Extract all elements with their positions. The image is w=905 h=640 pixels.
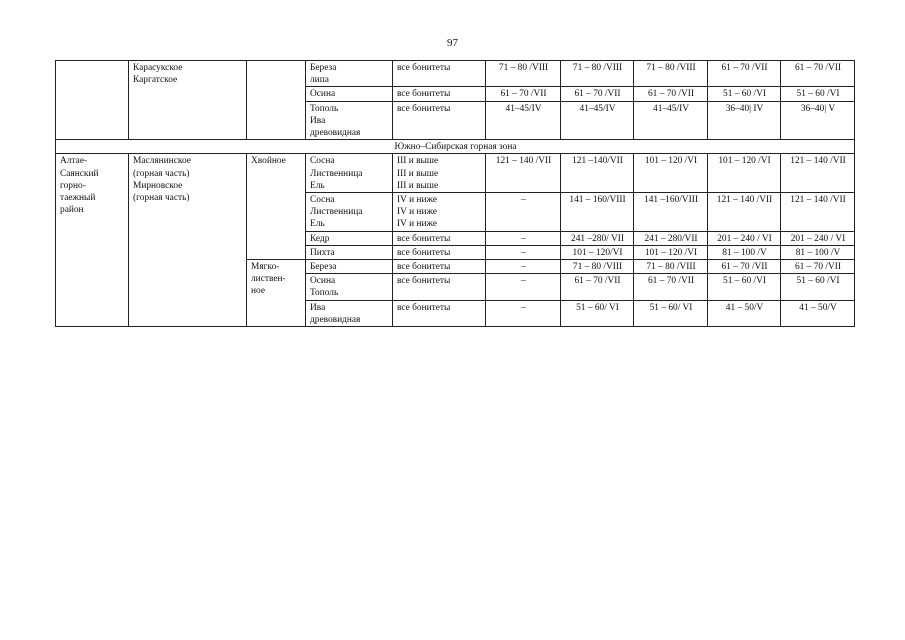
bonitet-cell-line: все бонитеты bbox=[397, 302, 451, 313]
value-cell: 61 – 70 /VII bbox=[708, 61, 781, 87]
value-cell: 41–45/IV bbox=[561, 101, 634, 140]
species-cell bbox=[306, 154, 393, 193]
district-cell-line: Карасукское bbox=[133, 63, 183, 73]
group-cell-line: листвен- bbox=[251, 274, 286, 285]
value-cell: – bbox=[486, 274, 561, 300]
table-row bbox=[56, 61, 855, 87]
species-cell-line: Береза bbox=[310, 63, 337, 73]
value-cell: 241 –280/ VII bbox=[561, 231, 634, 245]
value-cell: 121 – 140 /VII bbox=[708, 193, 781, 232]
value-cell: 36–40| IV bbox=[708, 101, 781, 140]
bonitet-cell-line: все бонитеты bbox=[397, 247, 451, 258]
species-cell-line: Сосна bbox=[310, 195, 335, 206]
value-cell: 51 – 60/ VI bbox=[561, 300, 634, 326]
bonitet-cell-line: все бонитеты bbox=[397, 233, 451, 244]
value-cell: 201 – 240 / VI bbox=[781, 231, 855, 245]
region-cell bbox=[56, 154, 129, 327]
bonitet-cell-line: все бонитеты bbox=[397, 103, 451, 114]
district-cell-line: (горная часть) bbox=[133, 168, 190, 179]
value-cell: 71 – 80 /VIII bbox=[634, 260, 708, 274]
region-cell-line: Саянский bbox=[60, 168, 99, 179]
value-cell: 101 – 120 /VI bbox=[634, 245, 708, 259]
value-cell: 241 – 280/VII bbox=[634, 231, 708, 245]
species-cell-line: Кедр bbox=[310, 233, 330, 244]
bonitet-cell-line: IV и ниже bbox=[397, 195, 437, 206]
species-cell bbox=[306, 231, 393, 245]
species-cell-line: Береза bbox=[310, 262, 337, 273]
species-cell bbox=[306, 87, 393, 101]
value-cell: 121 – 140 /VII bbox=[781, 154, 855, 193]
species-cell-line: Ель bbox=[310, 219, 325, 230]
species-cell-line: Ива bbox=[310, 115, 326, 126]
value-cell: 51 – 60/ VI bbox=[634, 300, 708, 326]
page-number: 97 bbox=[447, 37, 458, 49]
bonitet-cell-line: III и выше bbox=[397, 180, 439, 191]
value-cell: 61 – 70 /VII bbox=[781, 61, 855, 87]
species-cell bbox=[306, 245, 393, 259]
value-cell: 61 – 70 /VII bbox=[781, 260, 855, 274]
value-cell: 81 – 100 /V bbox=[708, 245, 781, 259]
species-cell bbox=[306, 274, 393, 300]
bonitet-cell-line: все бонитеты bbox=[397, 262, 451, 273]
value-cell: – bbox=[486, 300, 561, 326]
bonitet-cell bbox=[393, 260, 486, 274]
value-cell: 61 – 70 /VII bbox=[708, 260, 781, 274]
species-cell-line: Осина bbox=[310, 89, 336, 100]
table-row bbox=[56, 154, 855, 193]
species-cell-line: Осина bbox=[310, 276, 336, 287]
species-cell-line: липа bbox=[310, 75, 329, 86]
value-cell: 61 – 70 /VII bbox=[634, 87, 708, 101]
bonitet-cell bbox=[393, 101, 486, 140]
region-cell-line: горно- bbox=[60, 180, 86, 191]
bonitet-cell-line: III и выше bbox=[397, 168, 439, 179]
group-cell-line: Хвойное bbox=[251, 156, 286, 167]
bonitet-cell bbox=[393, 274, 486, 300]
value-cell: 101 – 120 /VI bbox=[708, 154, 781, 193]
district-cell-line: (горная часть) bbox=[133, 193, 190, 204]
bonitet-cell bbox=[393, 61, 486, 87]
value-cell: 61 – 70 /VII bbox=[634, 274, 708, 300]
district-cell bbox=[129, 61, 247, 140]
value-cell: 51 – 60 /VI bbox=[708, 274, 781, 300]
district-cell-line: Маслянинское bbox=[133, 156, 191, 167]
species-cell-line: древовидная bbox=[310, 128, 361, 139]
bonitet-cell bbox=[393, 231, 486, 245]
group-cell bbox=[247, 260, 306, 327]
region-cell-line: таежный bbox=[60, 193, 96, 204]
forest-age-table bbox=[55, 60, 855, 327]
species-cell-line: Лиственница bbox=[310, 168, 363, 179]
value-cell: – bbox=[486, 231, 561, 245]
zone-title: Южно–Сибирская горная зона bbox=[56, 140, 855, 154]
species-cell-line: Сосна bbox=[310, 156, 335, 167]
value-cell: 61 – 70 /VII bbox=[561, 87, 634, 101]
district-cell-line: Мирновское bbox=[133, 180, 183, 191]
value-cell: 36–40| V bbox=[781, 101, 855, 140]
value-cell: 101 – 120/VI bbox=[561, 245, 634, 259]
value-cell: 141 – 160/VIII bbox=[561, 193, 634, 232]
bonitet-cell bbox=[393, 300, 486, 326]
species-cell-line: Лиственница bbox=[310, 207, 363, 218]
value-cell: 71 – 80 /VIII bbox=[561, 260, 634, 274]
species-cell-line: Тополь bbox=[310, 103, 339, 114]
value-cell: 71 – 80 /VIII bbox=[634, 61, 708, 87]
value-cell: – bbox=[486, 260, 561, 274]
group-cell bbox=[247, 154, 306, 260]
value-cell: – bbox=[486, 193, 561, 232]
bonitet-cell-line: III и выше bbox=[397, 156, 439, 167]
value-cell: 121 – 140 /VII bbox=[486, 154, 561, 193]
value-cell: 71 – 80 /VIII bbox=[561, 61, 634, 87]
value-cell: 121 –140/VII bbox=[561, 154, 634, 193]
value-cell: – bbox=[486, 245, 561, 259]
zone-row bbox=[56, 140, 855, 154]
species-cell-line: Пихта bbox=[310, 247, 335, 258]
bonitet-cell bbox=[393, 193, 486, 232]
species-cell-line: древовидная bbox=[310, 314, 361, 325]
bonitet-cell-line: все бонитеты bbox=[397, 276, 451, 287]
species-cell-line: Ива bbox=[310, 302, 326, 313]
value-cell: 41 – 50/V bbox=[708, 300, 781, 326]
group-cell-line: ное bbox=[251, 286, 265, 297]
region-cell bbox=[56, 61, 129, 140]
value-cell: 61 – 70 /VII bbox=[561, 274, 634, 300]
value-cell: 51 – 60 /VI bbox=[708, 87, 781, 101]
bonitet-cell-line: все бонитеты bbox=[397, 63, 451, 73]
value-cell: 71 – 80 /VIII bbox=[486, 61, 561, 87]
region-cell-line: район bbox=[60, 205, 84, 216]
bonitet-cell-line: IV и ниже bbox=[397, 207, 437, 218]
bonitet-cell-line: IV и ниже bbox=[397, 219, 437, 230]
value-cell: 51 – 60 /VI bbox=[781, 274, 855, 300]
species-cell-line: Тополь bbox=[310, 288, 339, 299]
bonitet-cell-line: все бонитеты bbox=[397, 89, 451, 100]
group-cell bbox=[247, 61, 306, 140]
value-cell: 41 – 50/V bbox=[781, 300, 855, 326]
district-cell bbox=[129, 154, 247, 327]
bonitet-cell bbox=[393, 154, 486, 193]
species-cell bbox=[306, 101, 393, 140]
value-cell: 41–45/IV bbox=[634, 101, 708, 140]
bonitet-cell bbox=[393, 87, 486, 101]
region-cell-line: Алтае- bbox=[60, 156, 88, 167]
species-cell-line: Ель bbox=[310, 180, 325, 191]
value-cell: 51 – 60 /VI bbox=[781, 87, 855, 101]
species-cell bbox=[306, 61, 393, 87]
value-cell: 201 – 240 / VI bbox=[708, 231, 781, 245]
group-cell-line: Мягко- bbox=[251, 262, 280, 273]
bonitet-cell bbox=[393, 245, 486, 259]
value-cell: 61 – 70 /VII bbox=[486, 87, 561, 101]
value-cell: 121 – 140 /VII bbox=[781, 193, 855, 232]
value-cell: 101 – 120 /VI bbox=[634, 154, 708, 193]
species-cell bbox=[306, 260, 393, 274]
district-cell-line: Каргатское bbox=[133, 75, 178, 86]
value-cell: 81 – 100 /V bbox=[781, 245, 855, 259]
value-cell: 141 –160/VIII bbox=[634, 193, 708, 232]
species-cell bbox=[306, 300, 393, 326]
value-cell: 41–45/IV bbox=[486, 101, 561, 140]
species-cell bbox=[306, 193, 393, 232]
